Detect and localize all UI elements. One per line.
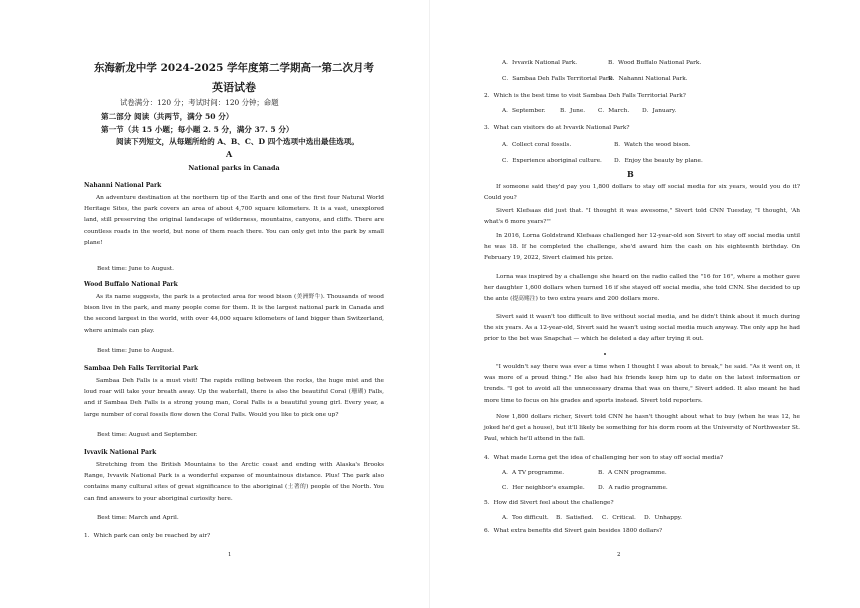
question-5: 5．How did Sivert feel about the challenge? [484, 500, 614, 506]
q5-option-c: C．Critical. [602, 515, 636, 521]
q1-option-b: B．Wood Buffalo National Park. [608, 60, 702, 66]
park-best-time: Best time: June to August. [97, 348, 174, 354]
q3-option-a: A．Collect coral fossils. [502, 142, 572, 148]
park-description: Stretching from the British Mountains to the Arctic coast and ending with Alaska's Brooks Range, Ivvavik National Park is a wonderful expanse of mountainous distance. Plus! The park also contains many cultural sites of great significance to the aboriginal (土著的) people of the North. You can find answers to your aboriginal curiosity here. [84, 462, 384, 502]
page-number: 2 [617, 552, 621, 558]
question-6: 6．What extra benefits did Sivert gain besides 1800 dollars? [484, 528, 663, 534]
passage-paragraph: Lorna was inspired by a challenge she heard on the radio called the "16 for 16", where a mother gave her daughter 1,600 dollars when turned 16 if she stayed off social media, she told CNN. She decided to up the ante (提高赌注) to two extra years and 200 dollars more. [484, 274, 800, 303]
q4-option-d: D．A radio programme. [598, 485, 668, 491]
passage-title: National parks in Canada [188, 164, 280, 172]
q4-option-a: A．A TV programme. [502, 470, 565, 476]
question-4: 4．What made Lorna get the idea of challenging her son to stay off social media? [484, 455, 724, 461]
passage-paragraph: If someone said they'd pay you 1,800 dollars to stay off social media for six years, would you do it? Could you? [484, 184, 800, 202]
park-description: An adventure destination at the northern tip of the Earth and one of the first four Natural World Heritage Sites, the park covers an area of about 4,700 square kilometers. It is a vast, unexplored land, still preserving the original landscape of wilderness, mountains, canyons, and cliffs. There are countless roads in the world, but none of them reach there. You can only get into the park by small plane! [84, 195, 384, 246]
question-1: 1．Which park can only be reached by air? [84, 533, 211, 539]
passage-paragraph: Sivert Klefsaas did just that. "I thought it was awesome," Sivert told CNN Tuesday, "I thought, 'Ah what's 6 more years?'" [484, 208, 800, 226]
q3-option-c: C．Experience aboriginal culture. [502, 158, 602, 164]
part-heading: 第二部分 阅读（共两节，满分 50 分） [101, 112, 234, 121]
park-description: Sambaa Deh Falls is a must visit! The rapids rolling between the rocks, the huge mist and the loud roar will take your breath away. Up the waterfall, there is also the beautiful Coral (珊瑚) Falls, and if Sambaa Deh Falls is a strong young man, Coral Falls is a beautiful young girl. Every year, a large number of coral fossils flow down the Coral Falls. Would you like to pick one up? [84, 378, 384, 418]
exam-info: 试卷满分：120 分；考试时间：120 分钟；命题 [120, 98, 279, 107]
q2-option-c: C．March. [598, 108, 630, 114]
passage-letter-b: B [627, 169, 634, 179]
instruction: 阅读下列短文，从每题所给的 A、B、C、D 四个选项中选出最佳选项。 [116, 137, 359, 146]
park-heading: Ivvavik National Park [84, 449, 157, 456]
question-3: 3．What can visitors do at Ivvavik National Park? [484, 125, 630, 131]
q4-option-b: B．A CNN programme. [598, 470, 667, 476]
page-right [430, 0, 860, 608]
passage-paragraph: In 2016, Lorna Goldstrand Klefsaas challenged her 12-year-old son Sivert to stay off social media until he was 18. If he completed the challenge, she'd award him the cash on his eighteenth birthday. On February 19, 2022, Sivert claimed his prize. [484, 233, 800, 262]
section-heading: 第一节（共 15 小题；每小题 2. 5 分，满分 37. 5 分） [101, 125, 294, 134]
q1-option-d: D．Nahanni National Park. [608, 76, 688, 82]
passage-paragraph: Sivert said it wasn't too difficult to live without social media, and he didn't think about it much during the six years. As a 12-year-old, Sivert said he wasn't using social media much anyway. The only app he had prior to the bet was Snapchat — which he deleted a day after trying it out. [484, 314, 800, 343]
q2-option-a: A．September. [502, 108, 546, 114]
exam-subtitle: 英语试卷 [212, 81, 256, 94]
exam-title: 东海新龙中学 2024-2025 学年度第二学期高一第二次月考 [93, 62, 375, 74]
page-number: 1 [228, 552, 232, 558]
park-best-time: Best time: June to August. [97, 266, 174, 272]
park-description: As its name suggests, the park is a protected area for wood bison (美洲野牛). Thousands of wood bison live in the park, and many people come for them. It is the largest national park in Canada and the second largest in the world, with over 44,000 square kilometers of land bigger than Switzerland, where animals can play. [84, 294, 384, 334]
park-heading: Nahanni National Park [84, 182, 162, 189]
q3-option-d: D．Enjoy the beauty by plane. [614, 158, 703, 164]
passage-paragraph: Now 1,800 dollars richer, Sivert told CNN he hasn't thought about what to buy (when he was 12, he joked he'd get a house), but it'll likely be something for his dorm room at the University of Northwester St. Paul, which he'll attend in the fall. [484, 414, 800, 443]
q1-option-c: C．Sambaa Deh Falls Territorial Park. [502, 76, 614, 82]
park-heading: Sambaa Deh Falls Territorial Park [84, 365, 199, 372]
passage-letter-a: A [226, 149, 233, 159]
park-heading: Wood Buffalo National Park [84, 281, 178, 288]
q4-option-c: C．Her neighbor's example. [502, 485, 585, 491]
q5-option-a: A．Too difficult. [502, 515, 549, 521]
q5-option-b: B．Satisfied. [556, 515, 594, 521]
park-best-time: Best time: August and September. [97, 432, 198, 438]
park-best-time: Best time: March and April. [97, 515, 179, 521]
q3-option-b: B．Watch the wood bison. [614, 142, 691, 148]
question-2: 2．Which is the best time to visit Sambaa Deh Falls Territorial Park? [484, 93, 686, 99]
q5-option-d: D．Unhappy. [644, 515, 683, 521]
q2-option-b: B．June. [560, 108, 586, 114]
q1-option-a: A．Ivvavik National Park. [502, 60, 578, 66]
stray-mark [604, 353, 606, 355]
q2-option-d: D．January. [642, 108, 677, 114]
passage-paragraph: "I wouldn't say there was ever a time when I thought I was about to break," he said. "As it went on, it was more of a proud thing." He also had his friends keep him up to date on the latest information or trends. "I got to avoid all the unnecessary drama that was on there," Sivert added. It also meant he had more time to focus on his grades and sports instead. Sivert told reporters. [484, 364, 800, 404]
